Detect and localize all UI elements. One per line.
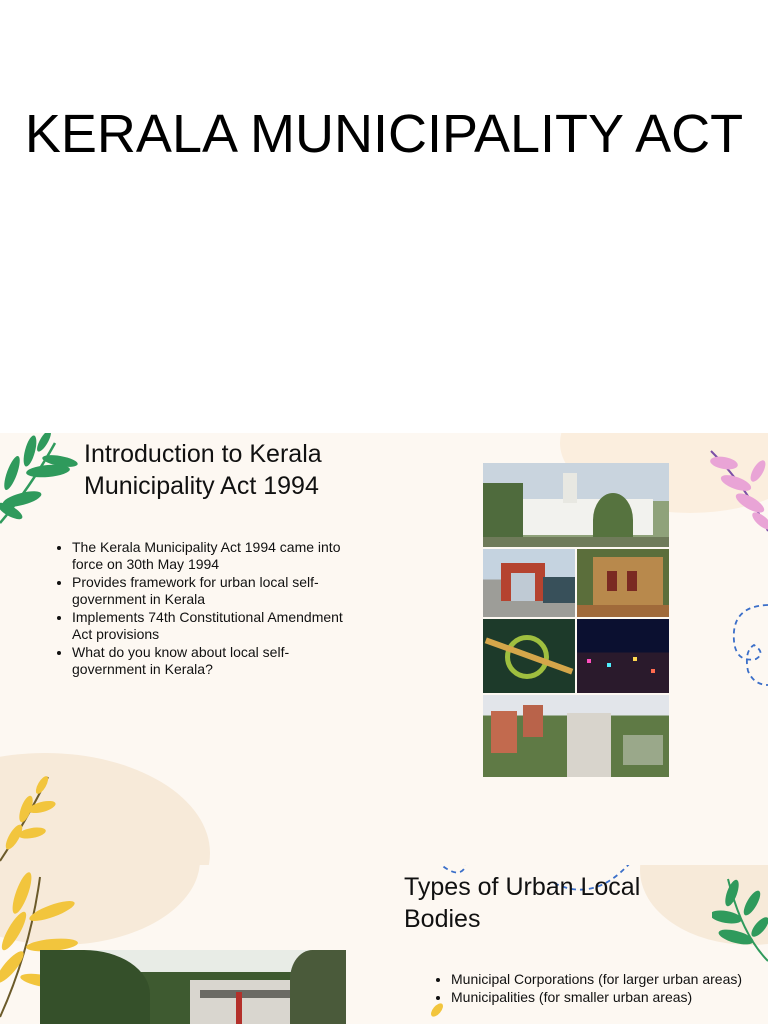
gateway-arch-photo [483,549,575,617]
city-night-photo [577,619,669,693]
green-leaf-branch-icon [0,433,80,528]
yellow-leaf-icon [428,1001,446,1024]
city-skyline-photo [483,695,669,777]
municipal-building-photo [483,463,669,547]
list-item: • The Kerala Municipality Act 1994 came into force on 30th May 1994 [72,539,362,573]
bullet-list [425,971,751,1007]
dashed-loop-icon [726,601,768,696]
list-item: • Provides framework for urban local self-government in Kerala [72,574,362,608]
list-item: • Municipal Corporations (for larger urban areas) [451,971,751,988]
roundabout-aerial-photo [483,619,575,693]
yellow-leaf-branch-icon [0,773,60,865]
bullet-list [46,539,362,679]
heritage-building-photo [577,549,669,617]
list-item: • What do you know about local self-government in Kerala? [72,644,362,678]
list-item: • Municipalities (for smaller urban areas) [451,989,751,1006]
title-slide [0,0,768,433]
urban-bodies-slide [0,865,768,1024]
green-leaf-branch-icon [712,875,768,965]
list-item: • Implements 74th Constitutional Amendment Act provisions [72,609,362,643]
introduction-slide [0,433,768,865]
municipal-office-photo [40,950,346,1024]
slide-heading: Types of Urban Local Bodies [404,873,641,933]
pink-leaf-branch-icon [706,441,768,536]
slide-heading: Introduction to Kerala Municipality Act 1994 [84,440,322,500]
slide-title: KERALA MUNICIPALITY ACT [24,104,744,164]
